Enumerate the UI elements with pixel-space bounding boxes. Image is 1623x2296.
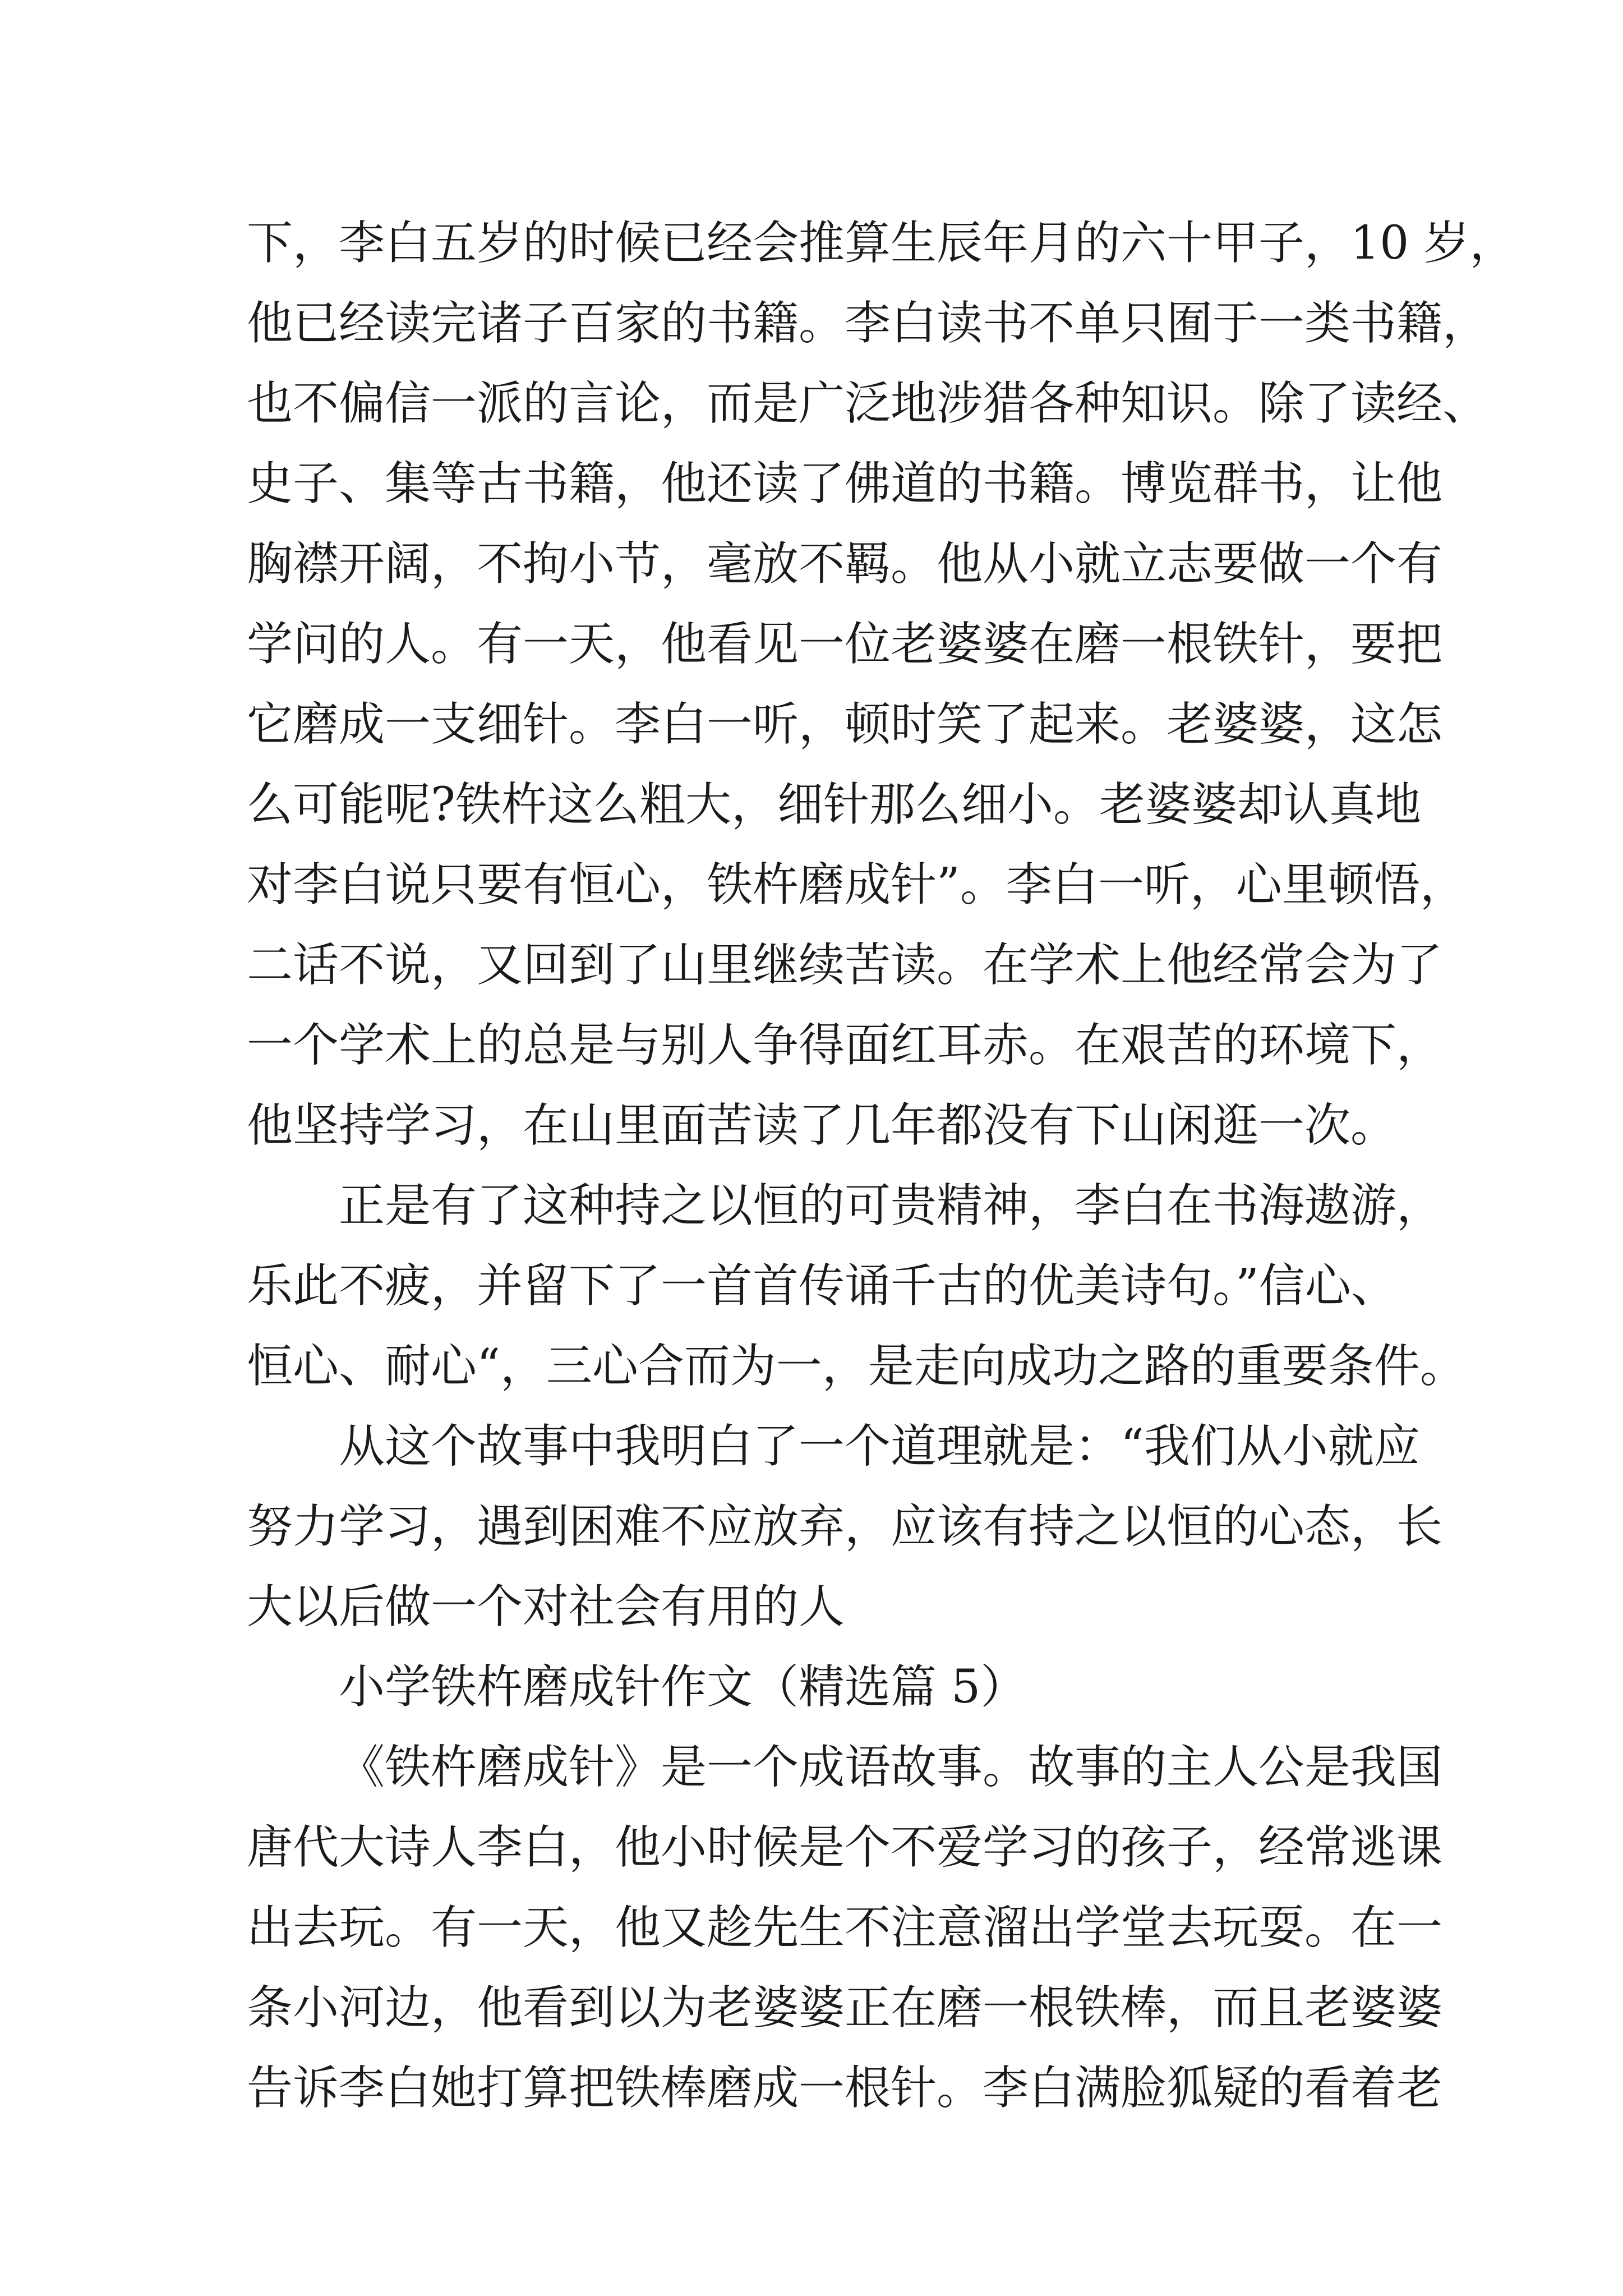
text-line: 告诉李白她打算把铁棒磨成一根针。李白满脸狐疑的看着老 xyxy=(247,2062,1443,2115)
text-line: 乐此不疲，并留下了一首首传诵千古的优美诗句。”信心、 xyxy=(247,1259,1397,1313)
text-line: 么可能呢?铁杵这么粗大，细针那么细小。老婆婆却认真地 xyxy=(247,778,1421,831)
text-line: 大以后做一个对社会有用的人 xyxy=(247,1580,845,1634)
paragraph-start-line: 《铁杵磨成针》是一个成语故事。故事的主人公是我国 xyxy=(339,1741,1443,1794)
text-line: 胸襟开阔，不拘小节，毫放不羁。他从小就立志要做一个有 xyxy=(247,537,1443,591)
text-line: 对李白说只要有恒心，铁杵磨成针”。李白一听，心里顿悟， xyxy=(247,858,1466,912)
paragraph-start-line: 正是有了这种持之以恒的可贵精神，李白在书海遨游， xyxy=(339,1179,1443,1232)
section-heading: 小学铁杵磨成针作文（精选篇 5） xyxy=(339,1660,1027,1714)
text-line: 下，李白五岁的时候已经会推算生辰年月的六十甲子，10 岁， xyxy=(247,217,1516,270)
text-line: 条小河边，他看到以为老婆婆正在磨一根铁棒，而且老婆婆 xyxy=(247,1981,1443,2035)
text-line: 史子、集等古书籍，他还读了佛道的书籍。博览群书，让他 xyxy=(247,457,1443,510)
text-line: 一个学术上的总是与别人争得面红耳赤。在艰苦的环境下， xyxy=(247,1019,1443,1072)
text-line: 努力学习，遇到困难不应放弃，应该有持之以恒的心态，长 xyxy=(247,1500,1443,1553)
text-line: 学问的人。有一天，他看见一位老婆婆在磨一根铁针，要把 xyxy=(247,618,1443,671)
text-line: 他已经读完诸子百家的书籍。李白读书不单只囿于一类书籍， xyxy=(247,297,1489,350)
text-line: 唐代大诗人李白，他小时候是个不爱学习的孩子，经常逃课 xyxy=(247,1821,1443,1874)
text-line: 二话不说，又回到了山里继续苦读。在学术上他经常会为了 xyxy=(247,938,1443,992)
text-line: 恒心、耐心“，三心合而为一，是走向成功之路的重要条件。 xyxy=(247,1340,1466,1393)
text-line: 出去玩。有一天，他又趁先生不注意溜出学堂去玩耍。在一 xyxy=(247,1901,1443,1954)
paragraph-start-line: 从这个故事中我明白了一个道理就是：“我们从小就应 xyxy=(339,1420,1420,1473)
text-line: 它磨成一支细针。李白一听，顿时笑了起来。老婆婆，这怎 xyxy=(247,698,1443,751)
body-text xyxy=(247,203,1516,2128)
text-line: 他坚持学习，在山里面苦读了几年都没有下山闲逛一次。 xyxy=(247,1099,1397,1152)
text-line: 也不偏信一派的言论，而是广泛地涉猎各种知识。除了读经、 xyxy=(247,377,1489,430)
